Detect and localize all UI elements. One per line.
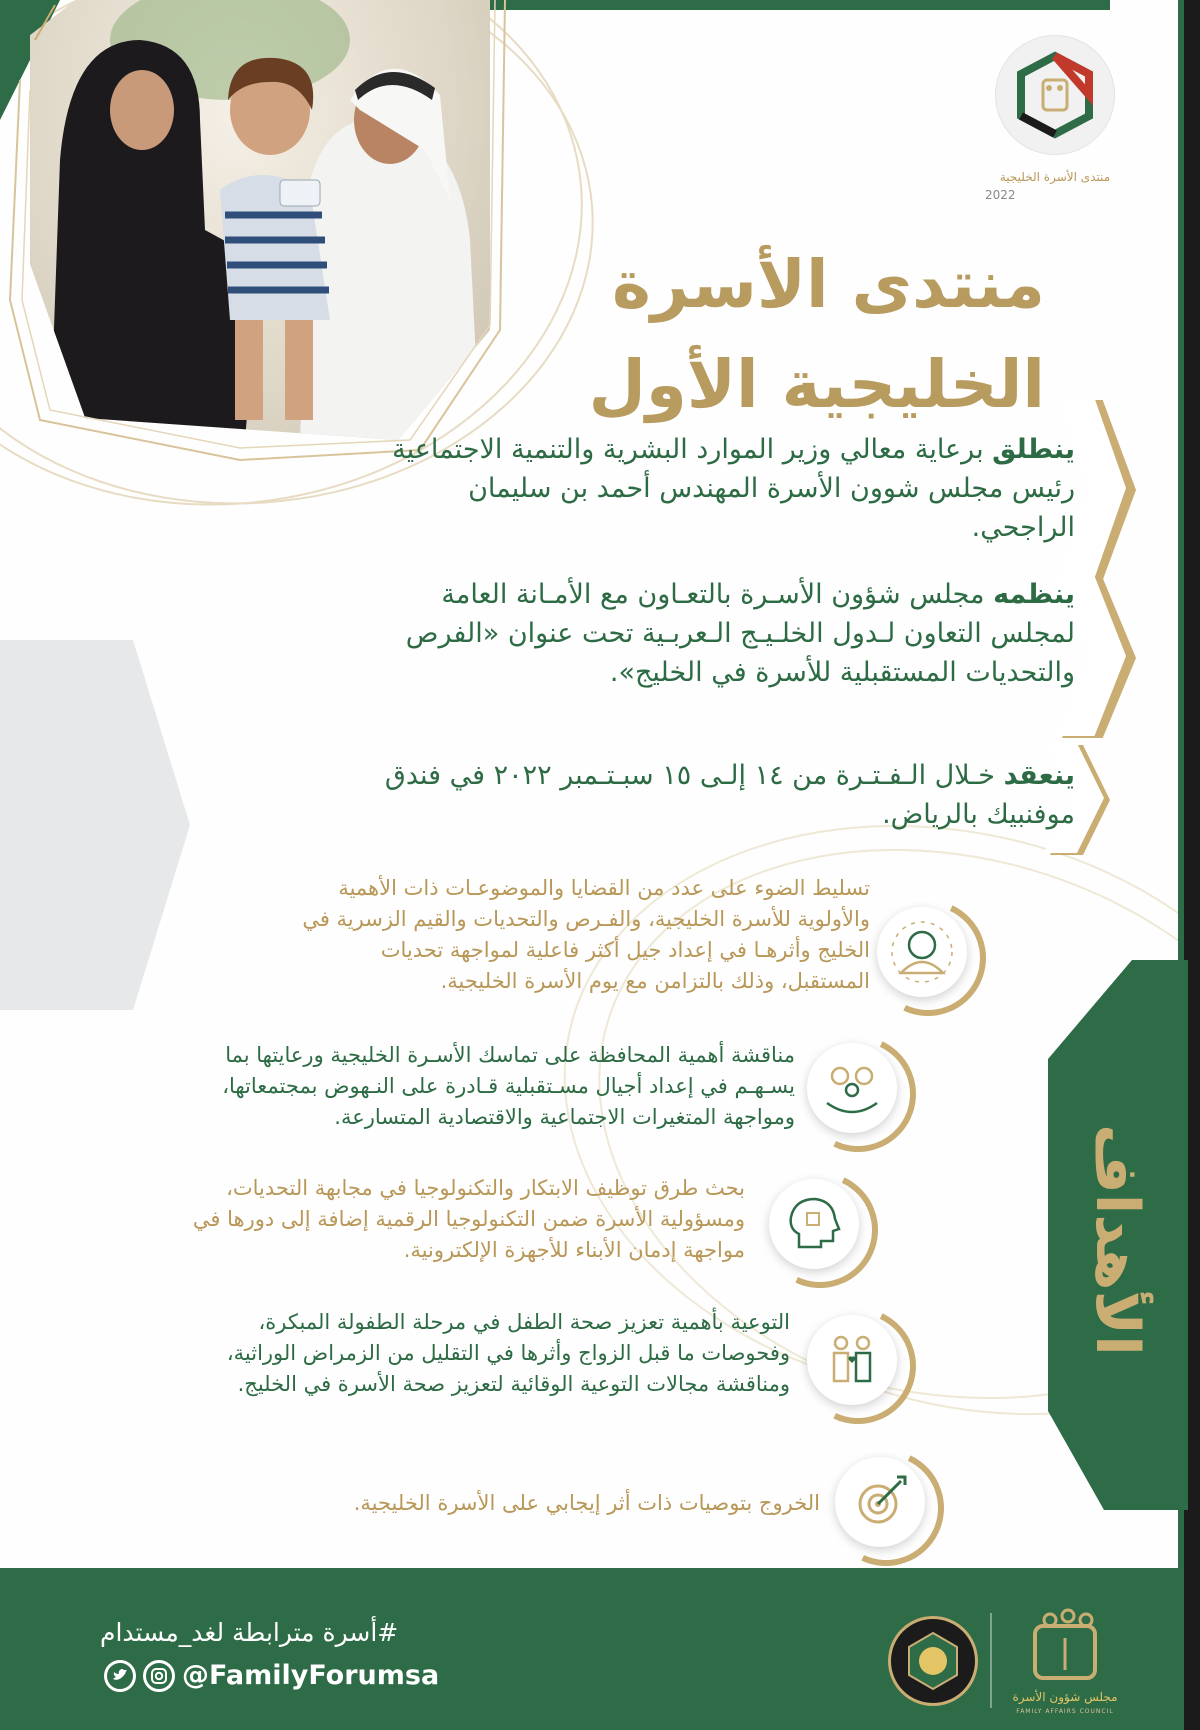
hashtag: #أسرة مترابطة لغد_مستدام [100,1618,399,1647]
intro-text: برعاية معالي وزير الموارد البشرية والتنمية الاجتماعية رئيس مجلس شوون الأسرة المهندس أحمد بن سليمان الراجحي. [392,434,1075,543]
council-name-en: FAMILY AFFAIRS COUNCIL [1016,1708,1114,1715]
couple-health-icon [807,1315,897,1405]
goal-item-2: مناقشة أهمية المحافظة على تماسك الأسـرة الخليجية ورعايتها بما يسـهـم في إعداد أجيال مسـتقبلية قـادرة على النـهوض بمجتمعاتها، ومواجهة المتغيرات الاجتماعية والاقتصادية المتسارعة. [222,1043,795,1129]
intro-lead: ينظمه [993,579,1075,610]
twitter-icon[interactable] [104,1660,136,1692]
logo-year: 2022 [985,188,1016,202]
council-name: مجلس شؤون الأسرة [1012,1690,1118,1704]
intro-organizer [360,575,1075,692]
goal-item-4: التوعية بأهمية تعزيز صحة الطفل في مرحلة الطفولة المبكرة، وفحوصات ما قبل الزواج وأثرها في التقليل من الزمراض الوراثية، ومناقشة مجالات التوعية الوقائية لتعزيز صحة الأسرة في الخليج. [226,1310,790,1396]
forum-logo [995,35,1115,155]
family-icon [807,1043,897,1133]
intro-dates [360,756,1075,834]
title-line-2: الخليجية الأول [588,346,1045,423]
page-title [525,235,1045,435]
goal-item-5: الخروج بتوصيات ذات أثر إيجابي على الأسرة الخليجية. [353,1491,820,1515]
logo-caption: منتدى الأسرة الخليجية [999,170,1111,184]
head-puzzle-icon [769,1179,859,1269]
spacer [60,610,61,611]
decorative-hexagon [0,640,190,1010]
intro-lead: ينعقد [1003,760,1075,791]
intro-text: مجلس شؤون الأسـرة بالتعـاون مع الأمـانة العامة لمجلس التعاون لـدول الخلـيـج الـعربـية تحت عنوان «الفرص والتحديات المستقبلية للأسرة في الخليج». [405,579,1075,688]
council-logo [1010,1608,1120,1688]
gcc-emblem [888,1616,978,1706]
photo-frame-lines [0,0,520,470]
child-icon [877,907,967,997]
intro-lead: ينطلق [992,434,1075,465]
goal-item-3: بحث طرق توظيف الابتكار والتكنولوجيا في مجابهة التحديات، ومسؤولية الأسرة ضمن التكنولوجيا الرقمية إضافة إلى دورها في مواجهة إدمان الأبناء للأجهزة الإلكترونية. [192,1176,745,1262]
goal-item-1: تسليط الضوء على عدد من القضايا والموضوعـات ذات الأهمية والأولوية للأسرة الخليجية، والفـرص والتحديات والقيم الزسرية في الخليج وأثرهـا في إعداد جيل أكثر فاعلية لمواجهة تحديات المستقبل، وذلك بالتزامن مع يوم الأسرة الخليجية. [302,876,870,993]
title-line-1: منتدى الأسرة [611,246,1045,323]
intro-text: خـلال الـفـتـرة من ١٤ إلـى ١٥ سبـتـمبر ٢٠٢٢ في فندق موفنبيك بالرياض. [384,760,1075,830]
footer-divider [990,1613,992,1708]
instagram-icon[interactable] [143,1660,175,1692]
target-icon [835,1457,925,1547]
footer [0,1568,1178,1730]
goals-heading: الأهداف [1082,1124,1152,1356]
intro-sponsor [360,430,1075,547]
social-handle[interactable]: @FamilyForumsa [182,1660,440,1691]
